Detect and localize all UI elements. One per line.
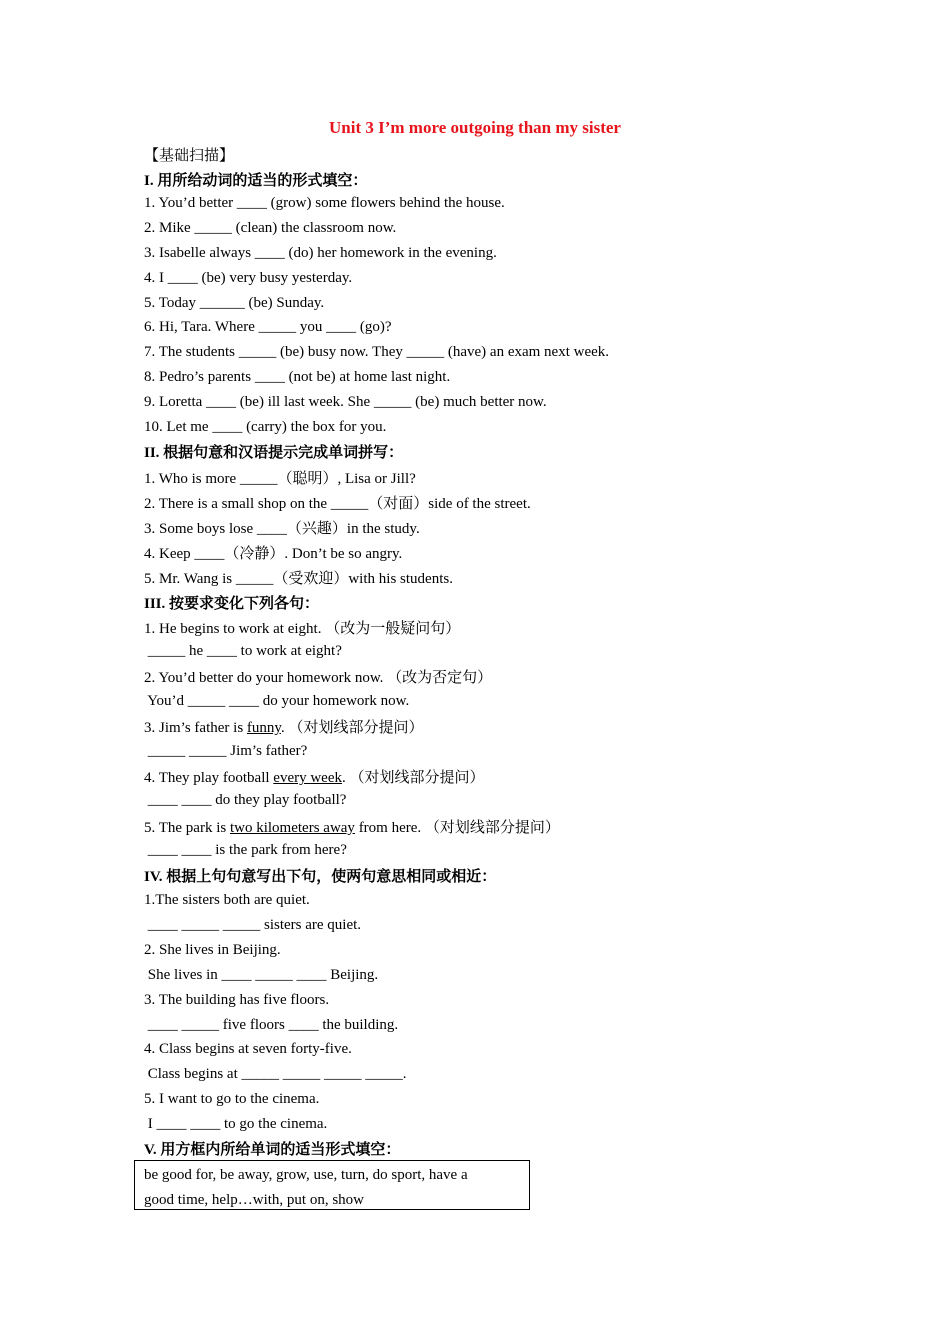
s1-item: 5. Today ______ (be) Sunday. bbox=[144, 295, 325, 311]
basic-scan-label: 【基础扫描】 bbox=[144, 148, 235, 164]
s4-item: ____ _____ _____ sisters are quiet. bbox=[144, 917, 362, 933]
section-5-heading: V. 用方框内所给单词的适当形式填空： bbox=[144, 1142, 401, 1158]
text: 4. They play football bbox=[144, 770, 274, 786]
s4-item: Class begins at _____ _____ _____ _____. bbox=[144, 1066, 407, 1082]
underlined-text: funny bbox=[246, 720, 281, 736]
s3-question bbox=[144, 818, 560, 838]
s4-item: She lives in ____ _____ ____ Beijing. bbox=[144, 967, 379, 983]
s4-item: 5. I want to go to the cinema. bbox=[144, 1091, 320, 1107]
s3-answer: ____ ____ do they play football? bbox=[144, 792, 347, 808]
s4-item: 1.The sisters both are quiet. bbox=[144, 892, 310, 908]
s1-item: 10. Let me ____ (carry) the box for you. bbox=[144, 419, 387, 435]
s1-item: 3. Isabelle always ____ (do) her homework in the evening. bbox=[144, 245, 497, 261]
s1-item: 1. You’d better ____ (grow) some flowers behind the house. bbox=[144, 195, 505, 211]
s1-item: 7. The students _____ (be) busy now. They _____ (have) an exam next week. bbox=[144, 344, 610, 360]
s3-question bbox=[144, 718, 423, 738]
text: . （对划线部分提问） bbox=[280, 720, 424, 736]
s1-item: 6. Hi, Tara. Where _____ you ____ (go)? bbox=[144, 319, 392, 335]
text: . （对划线部分提问） bbox=[342, 770, 485, 786]
word-box-line: good time, help…with, put on, show bbox=[144, 1192, 364, 1208]
s1-item: 9. Loretta ____ (be) ill last week. She _____ (be) much better now. bbox=[144, 394, 547, 410]
s2-item: 4. Keep ____（冷静）. Don’t be so angry. bbox=[144, 546, 403, 562]
s2-item: 2. There is a small shop on the _____（对面）side of the street. bbox=[144, 496, 531, 512]
s4-item: I ____ ____ to go the cinema. bbox=[144, 1116, 328, 1132]
underlined-text: two kilometers away bbox=[229, 820, 355, 836]
s1-item: 8. Pedro’s parents ____ (not be) at home last night. bbox=[144, 369, 451, 385]
s1-item: 2. Mike _____ (clean) the classroom now. bbox=[144, 220, 397, 236]
text: from here. （对划线部分提问） bbox=[354, 820, 560, 836]
s2-item: 1. Who is more _____（聪明）, Lisa or Jill? bbox=[144, 471, 416, 487]
page-title: Unit 3 I’m more outgoing than my sister bbox=[329, 118, 621, 137]
s4-item: ____ _____ five floors ____ the building. bbox=[144, 1017, 399, 1033]
s3-question: 2. You’d better do your homework now. （改为否定句） bbox=[144, 670, 493, 686]
s2-item: 3. Some boys lose ____（兴趣）in the study. bbox=[144, 521, 420, 537]
section-4-heading: IV. 根据上句句意写出下句，使两句意思相同或相近： bbox=[144, 869, 497, 885]
word-box bbox=[134, 1160, 530, 1210]
s4-item: 2. She lives in Beijing. bbox=[144, 942, 281, 958]
s3-answer: You’d _____ ____ do your homework now. bbox=[144, 693, 410, 709]
s3-question bbox=[144, 768, 485, 788]
section-3-heading: III. 按要求变化下列各句： bbox=[144, 596, 320, 612]
word-box-line: be good for, be away, grow, use, turn, do sport, have a bbox=[144, 1167, 468, 1183]
s3-answer: _____ _____ Jim’s father? bbox=[144, 743, 308, 759]
text: 3. Jim’s father is bbox=[144, 720, 247, 736]
s3-answer: _____ he ____ to work at eight? bbox=[144, 643, 342, 659]
s1-item: 4. I ____ (be) very busy yesterday. bbox=[144, 270, 353, 286]
underlined-text: every week bbox=[273, 770, 342, 786]
s2-item: 5. Mr. Wang is _____（受欢迎）with his students. bbox=[144, 571, 453, 587]
s3-answer: ____ ____ is the park from here? bbox=[144, 842, 347, 858]
section-2-heading: II. 根据句意和汉语提示完成单词拼写： bbox=[144, 445, 404, 461]
s4-item: 3. The building has five floors. bbox=[144, 992, 330, 1008]
text: 5. The park is bbox=[144, 820, 230, 836]
s4-item: 4. Class begins at seven forty-five. bbox=[144, 1041, 352, 1057]
s3-question: 1. He begins to work at eight. （改为一般疑问句） bbox=[144, 621, 461, 637]
section-1-heading: I. 用所给动词的适当的形式填空： bbox=[144, 173, 368, 189]
